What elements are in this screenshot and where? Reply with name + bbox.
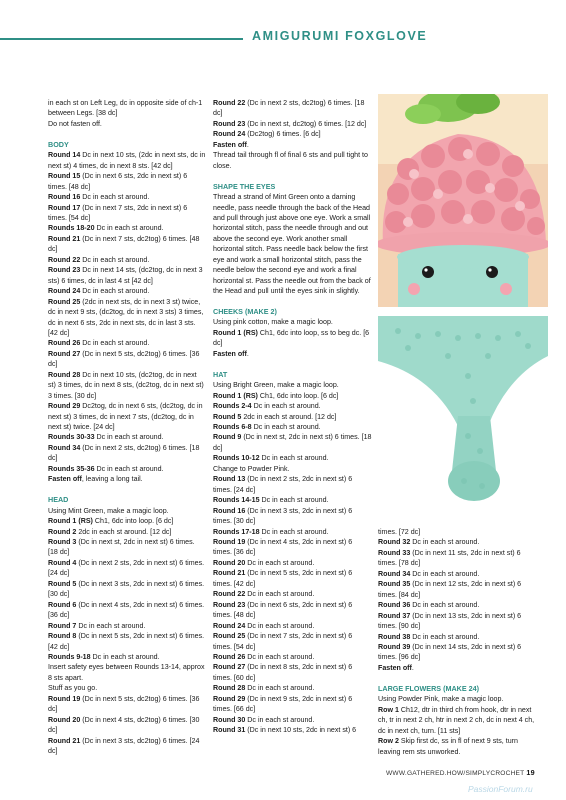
round-instruction: Dc in each st around. <box>259 527 329 536</box>
round-label: Rounds 10-12 <box>213 454 260 463</box>
pattern-round <box>213 349 373 359</box>
round-instruction: (Dc in next 6 sts, 2dc in next st) 6 times. [48 dc] <box>48 172 188 191</box>
round-label: Fasten off <box>48 475 82 484</box>
round-instruction: Ch12, dtr in third ch from hook, dtr in next ch, tr in next 2 ch, htr in next 2 ch, dc in next 4 ch, dc in next ch, turn. [11 sts] <box>378 705 535 735</box>
round-label: Round 34 <box>48 443 81 452</box>
round-label: Row 2 <box>378 737 399 746</box>
round-label: Round 23 <box>213 119 246 128</box>
round-label: Round 19 <box>48 694 81 703</box>
round-instruction: Dc in each st around. <box>259 496 329 505</box>
round-instruction: Ch1, 6dc into loop, ss to beg dc. [6 dc] <box>213 328 370 348</box>
round-instruction: (Dc in next 5 sts, dc2tog) 6 times. [36 dc] <box>48 694 200 714</box>
pattern-round <box>213 506 373 527</box>
pattern-round <box>378 579 536 600</box>
footer-url: WWW.GATHERED.HOW/SIMPLYCROCHET <box>386 770 525 777</box>
round-instruction: , leaving a long tail. <box>81 475 143 484</box>
pattern-round <box>378 569 536 579</box>
round-instruction: (Dc in next 5 sts, 2dc in next st) 6 times. [42 dc] <box>213 569 353 588</box>
pattern-round <box>48 338 206 348</box>
round-instruction: Ch1, 6dc into loop. [6 dc] <box>257 391 339 400</box>
pattern-round <box>48 631 206 652</box>
round-instruction: . <box>246 349 249 358</box>
round-label: Round 8 <box>48 632 77 641</box>
paragraph-gap <box>213 359 373 369</box>
round-label: Fasten off <box>213 349 247 358</box>
round-label: Round 1 (RS) <box>48 517 93 526</box>
watermark: PassionForum.ru <box>468 784 533 794</box>
pattern-text: Stuff as you go. <box>48 684 98 693</box>
round-instruction: (Dc in next 2 sts, dc2tog) 6 times. [18 dc] <box>48 443 200 463</box>
round-instruction: (Dc in next 2 sts, 2dc in next st) 6 times. [24 dc] <box>48 558 205 578</box>
round-instruction: (Dc in next 7 sts, 2dc in next st) 6 times. [54 dc] <box>48 203 188 222</box>
pattern-round <box>48 223 206 233</box>
round-instruction: (Dc in next 7 sts, dc2tog) 6 times. [48 dc] <box>48 234 200 254</box>
pattern-text: in each st on Left Leg, dc in opposite side of ch-1 between Legs. [38 dc] <box>48 99 203 118</box>
round-label: Round 5 <box>48 579 77 588</box>
pattern-round <box>213 662 373 683</box>
pattern-round <box>48 297 206 339</box>
round-label: Round 38 <box>378 632 411 641</box>
round-label: Round 39 <box>378 642 411 651</box>
pattern-round <box>213 652 373 662</box>
pattern-round <box>378 705 536 736</box>
pattern-round <box>48 349 206 370</box>
pattern-text: Using pink cotton, make a magic loop. <box>213 318 333 327</box>
pattern-text: Insert safety eyes between Rounds 13-14, approx 8 sts apart. <box>48 663 205 682</box>
pattern-round <box>48 234 206 255</box>
round-instruction: Skip first dc, ss in fl of next 9 sts, turn leaving rem sts unworked. <box>378 737 518 756</box>
round-instruction: Dc in each st around. <box>90 652 160 661</box>
pattern-round <box>378 548 536 569</box>
round-instruction: (Dc in next 5 sts, dc2tog) 6 times. [36 dc] <box>48 349 200 369</box>
section-heading: CHEEKS (MAKE 2) <box>213 307 277 317</box>
round-label: Round 25 <box>48 297 81 306</box>
pattern-text: Do not fasten off. <box>48 119 102 128</box>
round-label: Round 35 <box>378 580 411 589</box>
pattern-round <box>378 537 536 547</box>
round-label: Round 29 <box>48 402 81 411</box>
round-label: Fasten off <box>213 140 247 149</box>
round-instruction: (Dc in next 3 sts, 2dc in next st) 6 times. [30 dc] <box>48 579 205 599</box>
pattern-round <box>378 632 536 642</box>
round-instruction: . <box>411 663 414 672</box>
round-instruction: (Dc in next 2 sts, 2dc in next st) 6 times. [24 dc] <box>213 475 353 494</box>
round-instruction: (Dc in next 3 sts, 2dc in next st) 6 times. [30 dc] <box>213 506 353 526</box>
round-label: Round 23 <box>48 266 81 275</box>
round-label: Round 13 <box>213 475 246 484</box>
pattern-round <box>48 715 206 736</box>
pattern-round <box>48 432 206 442</box>
round-label: Round 21 <box>213 569 246 578</box>
round-label: Round 28 <box>213 684 246 693</box>
pattern-round <box>213 453 373 463</box>
round-instruction: (Dc in next 4 sts, 2dc in next st) 6 times. [36 dc] <box>213 537 353 557</box>
pattern-text: Change to Powder Pink. <box>213 464 290 473</box>
round-label: Round 5 <box>213 412 242 421</box>
pattern-round <box>48 171 206 192</box>
pattern-round <box>48 286 206 296</box>
pattern-round <box>213 140 373 150</box>
round-instruction: Dc in each st around. <box>245 652 315 661</box>
round-label: Round 9 <box>213 433 242 442</box>
round-label: Round 37 <box>378 611 411 620</box>
page-header-title: AMIGURUMI FOXGLOVE <box>252 29 428 43</box>
pattern-round <box>213 328 373 349</box>
round-label: Round 4 <box>48 558 77 567</box>
round-instruction: (Dc in next 2 sts, dc2tog) 6 times. [18 dc] <box>213 99 365 118</box>
round-instruction: 2dc in each st around. [12 dc] <box>241 412 337 421</box>
pattern-round <box>213 422 373 432</box>
round-label: Rounds 14-15 <box>213 496 260 505</box>
pattern-round <box>48 443 206 464</box>
round-label: Round 27 <box>213 663 246 672</box>
pattern-text: Thread tail through fl of final 6 sts and pull tight to close. <box>213 151 368 170</box>
pattern-round <box>213 401 373 411</box>
pattern-round <box>213 621 373 631</box>
pattern-round <box>48 694 206 715</box>
round-instruction: Dc in next 10 sts, (2dc in next sts, dc in next st) 4 times, dc in next 8 sts. [42 dc] <box>48 151 206 170</box>
pattern-round <box>48 600 206 621</box>
pattern-round <box>213 98 373 119</box>
round-label: Row 1 <box>378 705 399 714</box>
round-instruction: Dc in each st around. <box>259 454 329 463</box>
amigurumi-head-illustration <box>378 94 548 307</box>
round-label: Round 24 <box>48 287 81 296</box>
round-label: Round 15 <box>48 172 81 181</box>
pattern-column-3 <box>378 527 536 757</box>
round-instruction: Dc in each st around. <box>245 590 315 599</box>
pattern-text: Using Powder Pink, make a magic loop. <box>378 695 504 704</box>
round-label: Round 17 <box>48 203 81 212</box>
header-rule <box>0 38 243 40</box>
pattern-round <box>378 736 536 757</box>
round-instruction: (Dc in next 12 sts, 2dc in next st) 6 times. [84 dc] <box>378 580 522 599</box>
pattern-column-1 <box>48 98 206 757</box>
pattern-round <box>213 694 373 715</box>
round-label: Rounds 30-33 <box>48 433 95 442</box>
round-label: Rounds 9-18 <box>48 652 91 661</box>
pattern-round <box>213 600 373 621</box>
round-label: Round 1 (RS) <box>213 391 258 400</box>
round-instruction: Dc in each st around. <box>80 193 150 202</box>
round-instruction: (Dc in next 11 sts, 2dc in next st) 6 times. [78 dc] <box>378 548 521 568</box>
round-instruction: Dc in each st around. <box>251 402 321 411</box>
round-label: Round 3 <box>48 538 77 546</box>
pattern-round <box>213 432 373 453</box>
pattern-round <box>378 600 536 610</box>
page-number: 19 <box>526 768 535 777</box>
pattern-round <box>48 265 206 286</box>
pattern-round <box>48 150 206 171</box>
round-instruction: (Dc in next 14 sts, 2dc in next st) 6 times. [96 dc] <box>378 642 522 662</box>
round-instruction: Dc in each st around. <box>245 621 315 630</box>
pattern-round <box>48 401 206 432</box>
pattern-round <box>213 474 373 495</box>
pattern-round <box>213 715 373 725</box>
round-instruction: Dc in each st around. <box>410 632 480 641</box>
pattern-round <box>213 391 373 401</box>
round-label: Rounds 17-18 <box>213 527 260 536</box>
round-instruction: Dc in each st around. <box>245 558 315 567</box>
round-label: Round 1 (RS) <box>213 328 258 337</box>
round-instruction: Dc2tog, dc in next 6 sts, (dc2tog, dc in next st) 3 times, dc in next 7 sts, (dc2tog, dc in next st) twice. [24 dc] <box>48 402 203 432</box>
round-instruction: (Dc in next 4 sts, 2dc in next st) 6 times. [36 dc] <box>48 600 205 620</box>
round-label: Round 22 <box>213 590 246 599</box>
pattern-round <box>378 663 536 673</box>
pattern-round <box>48 192 206 202</box>
round-instruction: Dc in each st around. <box>410 538 480 547</box>
pattern-round <box>48 736 206 757</box>
pattern-column-2 <box>213 98 373 736</box>
pattern-round <box>48 558 206 579</box>
pattern-round <box>213 631 373 652</box>
pattern-round <box>213 558 373 568</box>
round-label: Rounds 18-20 <box>48 224 95 233</box>
round-instruction: (Dc in next 3 sts, dc2tog) 6 times. [24 dc] <box>48 736 200 756</box>
round-label: Rounds 35-36 <box>48 464 95 473</box>
pattern-round <box>48 621 206 631</box>
round-instruction: Dc in next 10 sts, (dc2tog, dc in next st) 3 times, dc in next 8 sts, (dc2tog, dc in next st) 3 times. [30 dc] <box>48 370 204 400</box>
pattern-round <box>48 537 206 558</box>
pattern-round <box>213 412 373 422</box>
round-instruction: (Dc in next 4 sts, dc2tog) 6 times. [30 dc] <box>48 715 200 735</box>
round-instruction: Dc in each st around. <box>94 464 164 473</box>
round-instruction: Dc in each st around. <box>80 339 150 348</box>
round-label: Round 27 <box>48 349 81 358</box>
round-instruction: (Dc in next 6 sts, 2dc in next st) 6 times. [48 dc] <box>213 600 353 620</box>
pattern-round <box>213 537 373 558</box>
round-instruction: (Dc in next 10 sts, 2dc in next st) 6 <box>245 726 357 735</box>
paragraph-gap <box>48 485 206 495</box>
round-label: Round 28 <box>48 370 81 379</box>
round-label: Round 32 <box>378 538 411 547</box>
paragraph-gap <box>213 297 373 307</box>
round-instruction: (Dc in next 7 sts, 2dc in next st) 6 times. [54 dc] <box>213 632 353 651</box>
round-instruction: Ch1, 6dc into loop. [6 dc] <box>92 517 174 526</box>
round-label: Round 36 <box>378 601 411 610</box>
round-label: Round 30 <box>213 715 246 724</box>
pattern-text: times. [72 dc] <box>378 528 421 536</box>
section-heading: LARGE FLOWERS (MAKE 24) <box>378 683 480 693</box>
round-label: Rounds 6-8 <box>213 423 252 431</box>
round-label: Round 34 <box>378 569 411 578</box>
section-heading: BODY <box>48 139 69 149</box>
round-instruction: (Dc in next 8 sts, 2dc in next st) 6 times. [60 dc] <box>213 663 353 682</box>
round-instruction: . <box>246 140 249 149</box>
pattern-round <box>48 579 206 600</box>
pattern-round <box>48 516 206 526</box>
round-label: Round 29 <box>213 694 246 703</box>
pattern-text: Using Bright Green, make a magic loop. <box>213 381 339 390</box>
round-instruction: Dc in each st around. <box>410 569 480 578</box>
pattern-round <box>48 474 206 484</box>
round-instruction: Dc in next 14 sts, (dc2tog, dc in next 3 sts) 6 times, dc in last 4 st [42 dc] <box>48 266 203 285</box>
round-label: Round 6 <box>48 600 77 609</box>
round-instruction: Dc in each st around. <box>245 715 315 724</box>
round-label: Round 22 <box>213 99 246 107</box>
pattern-round <box>213 119 373 129</box>
round-instruction: 2dc in each st around. [12 dc] <box>76 527 172 536</box>
round-label: Fasten off <box>378 663 412 672</box>
round-label: Round 21 <box>48 234 81 243</box>
pattern-round <box>213 589 373 599</box>
round-instruction: Dc in each st around. <box>80 255 150 264</box>
pattern-round <box>213 527 373 537</box>
round-instruction: Dc in each st around. <box>80 287 150 296</box>
round-label: Round 33 <box>378 548 411 557</box>
pattern-round <box>48 527 206 537</box>
round-instruction: Dc in each st around. <box>94 224 164 233</box>
round-label: Round 2 <box>48 527 77 536</box>
round-label: Round 24 <box>213 130 246 139</box>
round-label: Round 16 <box>213 506 246 515</box>
round-instruction: (Dc in next 13 sts, 2dc in next st) 6 times. [90 dc] <box>378 611 522 631</box>
pattern-round <box>48 255 206 265</box>
round-instruction: Dc in each st around. <box>76 621 146 630</box>
page-footer <box>386 768 535 777</box>
round-label: Round 14 <box>48 151 81 160</box>
round-label: Round 24 <box>213 621 246 630</box>
amigurumi-body-illustration <box>378 316 548 504</box>
round-instruction: (2dc in next sts, dc in next 3 st) twice, dc in next 9 sts, (dc2tog, dc in next 3 sts) 3 times, dc in next 6 sts, 2dc in next sts, dc in last 3 sts. [42 dc] <box>48 297 204 337</box>
round-label: Round 16 <box>48 193 81 202</box>
round-instruction: (Dc in next st, dc2tog) 6 times. [12 dc] <box>245 119 367 128</box>
pattern-round <box>378 611 536 632</box>
pattern-text: Using Mint Green, make a magic loop. <box>48 506 169 515</box>
round-instruction: (Dc in next st, 2dc in next st) 6 times. [18 dc] <box>213 433 372 452</box>
pattern-round <box>48 203 206 224</box>
amigurumi-head-photo <box>378 94 548 307</box>
round-instruction: (Dc in next st, 2dc in next st) 6 times. [18 dc] <box>48 538 195 557</box>
round-label: Round 25 <box>213 632 246 641</box>
round-label: Round 19 <box>213 537 246 546</box>
pattern-round <box>213 568 373 589</box>
amigurumi-body-photo <box>378 316 548 504</box>
paragraph-gap <box>48 129 206 139</box>
round-label: Round 23 <box>213 600 246 609</box>
paragraph-gap <box>213 171 373 181</box>
round-label: Rounds 2-4 <box>213 402 252 411</box>
round-label: Round 31 <box>213 726 246 735</box>
pattern-round <box>48 464 206 474</box>
section-heading: SHAPE THE EYES <box>213 181 276 191</box>
round-label: Round 22 <box>48 255 81 264</box>
round-label: Round 7 <box>48 621 77 630</box>
round-label: Round 20 <box>48 715 81 724</box>
round-label: Round 26 <box>213 652 246 661</box>
round-instruction: Dc in each st around. <box>245 684 315 693</box>
section-heading: HEAD <box>48 495 69 505</box>
pattern-round <box>213 129 373 139</box>
round-instruction: (Dc in next 9 sts, 2dc in next st) 6 times. [66 dc] <box>213 694 353 714</box>
round-instruction: Dc in each st around. <box>94 433 164 442</box>
round-label: Round 21 <box>48 736 81 745</box>
round-instruction: Dc in each st around. <box>410 601 480 610</box>
pattern-round <box>48 370 206 401</box>
pattern-round <box>378 642 536 663</box>
round-instruction: Dc in each st around. <box>251 423 321 431</box>
paragraph-gap <box>378 673 536 683</box>
pattern-round <box>213 495 373 505</box>
pattern-round <box>213 683 373 693</box>
round-instruction: (Dc2tog) 6 times. [6 dc] <box>245 130 321 139</box>
round-label: Round 20 <box>213 558 246 567</box>
pattern-round <box>213 725 373 735</box>
pattern-text: Thread a strand of Mint Green onto a darning needle, pass needle through the back of the Head and pull through just above one eye. Work a small horizontal stitch, pass the needle through and out above the second eye. Work another small horizontal stitch. Pass needle back below the first eye and work a small horizontal stitch, pass the needle below the second eye and work a final horizontal st. Pass the needle out from the back of the Head and pull until the eyes sink in slightly. <box>213 193 371 296</box>
section-heading: HAT <box>213 369 228 379</box>
pattern-round <box>48 652 206 662</box>
round-label: Round 26 <box>48 339 81 348</box>
round-instruction: (Dc in next 5 sts, 2dc in next st) 6 times. [42 dc] <box>48 632 205 651</box>
